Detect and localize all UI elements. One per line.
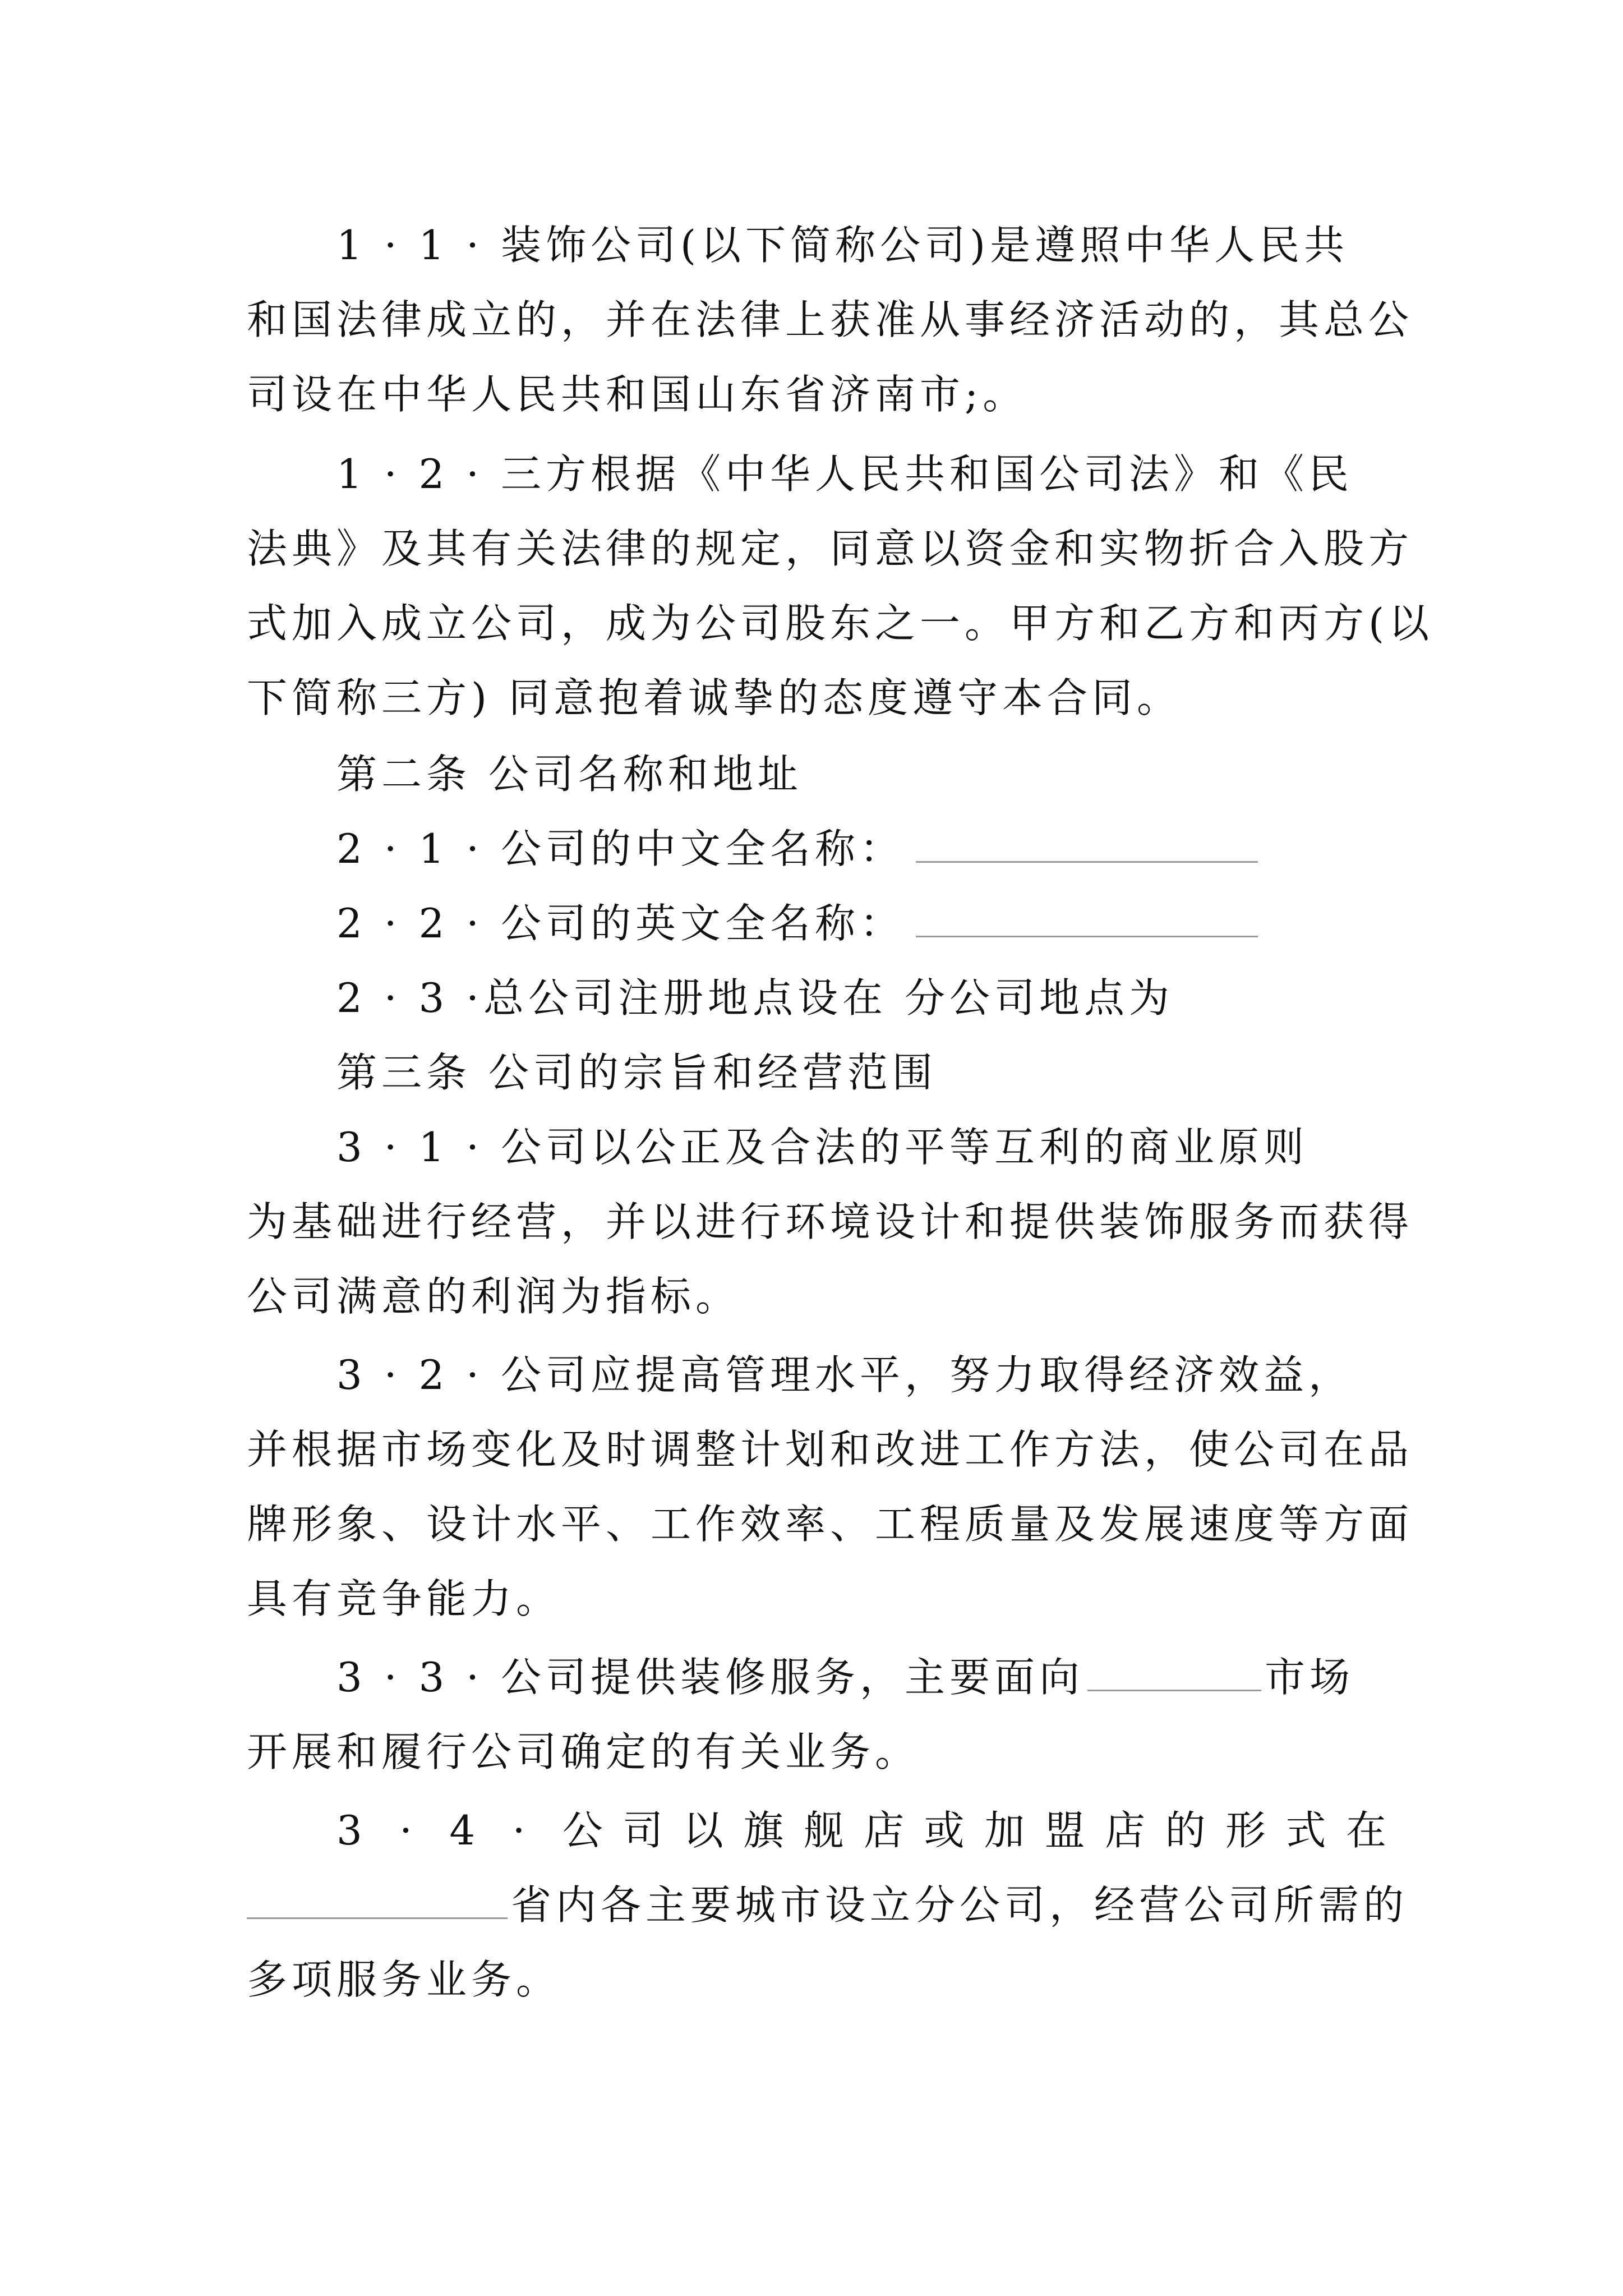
clause-3-4-line-2 [247, 1880, 1409, 1930]
clause-3-3-text-end: 市场 [1264, 1654, 1354, 1701]
clause-2-1-line [336, 823, 1481, 874]
clause-2-2-line [336, 898, 1481, 949]
clause-3-4-text: 省内各主要城市设立分公司，经营公司所需的 [511, 1881, 1409, 1929]
clause-1-2-line-1: 1 · 2 · 三方根据《中华人民共和国公司法》和《民 [336, 450, 1353, 498]
clause-1-2-line-2: 法典》及其有关法律的规定，同意以资金和实物折合入股方 [247, 525, 1414, 572]
clause-1-1-line-2: 和国法律成立的，并在法律上获准从事经济活动的，其总公 [247, 296, 1414, 343]
clause-3-1-line-2: 为基础进行经营，并以进行环境设计和提供装饰服务而获得 [247, 1198, 1414, 1245]
market-blank [1087, 1656, 1261, 1691]
clause-1-2-line-3: 式加入成立公司，成为公司股东之一。甲方和乙方和丙方(以 [247, 600, 1434, 647]
clause-2-2-text: 2 · 2 · 公司的英文全名称： [336, 900, 905, 947]
clause-3-3-line-2: 开展和履行公司确定的有关业务。 [247, 1728, 920, 1775]
english-name-blank [916, 902, 1258, 937]
clause-3-1-line-3: 公司满意的利润为指标。 [247, 1273, 741, 1320]
clause-2-3-line: 2 · 3 ·总公司注册地点设在 分公司地点为 [336, 974, 1174, 1022]
clause-3-2-line-4: 具有竞争能力。 [247, 1575, 561, 1622]
clause-3-2-line-3: 牌形象、设计水平、工作效率、工程质量及发展速度等方面 [247, 1501, 1414, 1548]
clause-3-4-line-1: 3 · 4 · 公司以旗舰店或加盟店的形式在 [336, 1807, 1391, 1854]
clause-1-1-line-3: 司设在中华人民共和国山东省济南市;。 [247, 371, 1028, 418]
section-heading-3: 第三条 公司的宗旨和经营范围 [336, 1049, 937, 1096]
clause-2-1-text: 2 · 1 · 公司的中文全名称： [336, 825, 905, 872]
clause-3-2-line-2: 并根据市场变化及时调整计划和改进工作方法，使公司在品 [247, 1426, 1414, 1473]
clause-3-4-line-3: 多项服务业务。 [247, 1956, 561, 2003]
section-heading-2: 第二条 公司名称和地址 [336, 751, 803, 798]
clause-3-2-line-1: 3 · 2 · 公司应提高管理水平，努力取得经济效益， [336, 1351, 1353, 1398]
clause-3-1-line-1: 3 · 1 · 公司以公正及合法的平等互利的商业原则 [336, 1124, 1308, 1171]
clause-3-3-line-1 [336, 1652, 1481, 1703]
chinese-name-blank [916, 827, 1258, 863]
clause-1-1-line-1: 1 · 1 · 装饰公司(以下简称公司)是遵照中华人民共 [336, 222, 1349, 269]
clause-3-3-text: 3 · 3 · 公司提供装修服务，主要面向 [336, 1654, 1084, 1701]
province-blank [247, 1884, 508, 1919]
clause-1-2-line-4: 下简称三方) 同意抱着诚挚的态度遵守本合同。 [247, 674, 1182, 721]
